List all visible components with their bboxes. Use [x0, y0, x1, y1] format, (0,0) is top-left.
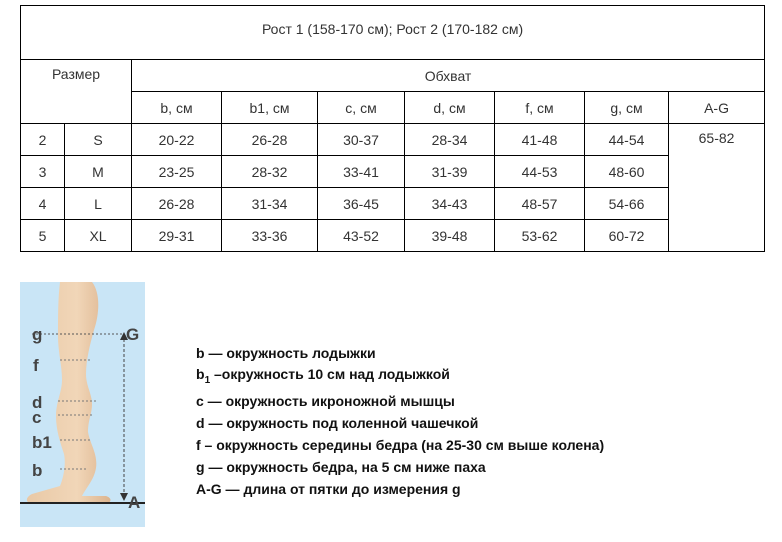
- column-header: c, см: [318, 92, 405, 124]
- leg-diagram: [20, 282, 145, 527]
- table-cell: 33-41: [318, 156, 405, 188]
- table-cell: 44-54: [585, 124, 669, 156]
- table-cell: 39-48: [405, 220, 495, 252]
- table-row: [21, 188, 765, 220]
- column-header: A-G: [669, 92, 765, 124]
- label-b1: b1: [32, 433, 52, 452]
- ag-value: 65-82: [669, 124, 765, 252]
- label-f: f: [33, 356, 39, 375]
- row-size: S: [65, 124, 132, 156]
- table-cell: 36-45: [318, 188, 405, 220]
- legend-ag: A-G — длина от пятки до измерения g: [196, 481, 461, 497]
- label-A: A: [128, 493, 141, 512]
- column-header: d, см: [405, 92, 495, 124]
- row-size: XL: [65, 220, 132, 252]
- table-cell: 26-28: [132, 188, 222, 220]
- arrow-down-icon: [120, 493, 128, 501]
- table-cell: 26-28: [222, 124, 318, 156]
- table-cell: 53-62: [495, 220, 585, 252]
- table-row: [21, 124, 765, 156]
- table-cell: 31-39: [405, 156, 495, 188]
- legend-d: d — окружность под коленной чашечкой: [196, 415, 479, 431]
- legend-b1-symbol: b: [196, 366, 205, 382]
- label-b: b: [32, 461, 43, 480]
- legend-b1-subscript: 1: [204, 374, 211, 386]
- table-cell: 28-34: [405, 124, 495, 156]
- table-cell: 48-60: [585, 156, 669, 188]
- legend-b: b — окружность лодыжки: [196, 345, 376, 361]
- size-table: [20, 5, 765, 252]
- legend-b1-text: –окружность 10 см над лодыжкой: [210, 366, 450, 382]
- girth-header: Обхват: [132, 60, 765, 92]
- table-cell: 29-31: [132, 220, 222, 252]
- row-number: 4: [21, 188, 65, 220]
- column-header-row: [21, 92, 765, 124]
- table-title: Рост 1 (158-170 см); Рост 2 (170-182 см): [261, 20, 524, 37]
- column-header: b, см: [132, 92, 222, 124]
- table-cell: 60-72: [585, 220, 669, 252]
- leg-illustration: [20, 282, 145, 527]
- table-cell: 33-36: [222, 220, 318, 252]
- column-header: g, см: [585, 92, 669, 124]
- label-c: c: [32, 408, 42, 427]
- table-cell: 44-53: [495, 156, 585, 188]
- column-header: b1, см: [222, 92, 318, 124]
- table-cell: 30-37: [318, 124, 405, 156]
- size-header: Размер: [21, 60, 132, 124]
- table-cell: 23-25: [132, 156, 222, 188]
- column-header: f, см: [495, 92, 585, 124]
- table-cell: 48-57: [495, 188, 585, 220]
- table-cell: 54-66: [585, 188, 669, 220]
- legend-b1: [196, 366, 450, 386]
- legend-c: c — окружность икроножной мышцы: [196, 393, 455, 409]
- row-number: 5: [21, 220, 65, 252]
- table-title-cell: [21, 6, 765, 60]
- table-cell: 31-34: [222, 188, 318, 220]
- table-row: [21, 156, 765, 188]
- row-size: L: [65, 188, 132, 220]
- table-cell: 41-48: [495, 124, 585, 156]
- legend-f: f – окружность середины бедра (на 25-30 см выше колена): [196, 437, 605, 453]
- label-d: d: [32, 393, 43, 412]
- label-G: G: [126, 325, 140, 344]
- table-cell: 43-52: [318, 220, 405, 252]
- table-cell: 28-32: [222, 156, 318, 188]
- legend-g: g — окружность бедра, на 5 см ниже паха: [196, 459, 486, 475]
- row-size: M: [65, 156, 132, 188]
- table-cell: 34-43: [405, 188, 495, 220]
- table-cell: 20-22: [132, 124, 222, 156]
- label-g: g: [32, 325, 43, 344]
- table-row: [21, 220, 765, 252]
- row-number: 2: [21, 124, 65, 156]
- row-number: 3: [21, 156, 65, 188]
